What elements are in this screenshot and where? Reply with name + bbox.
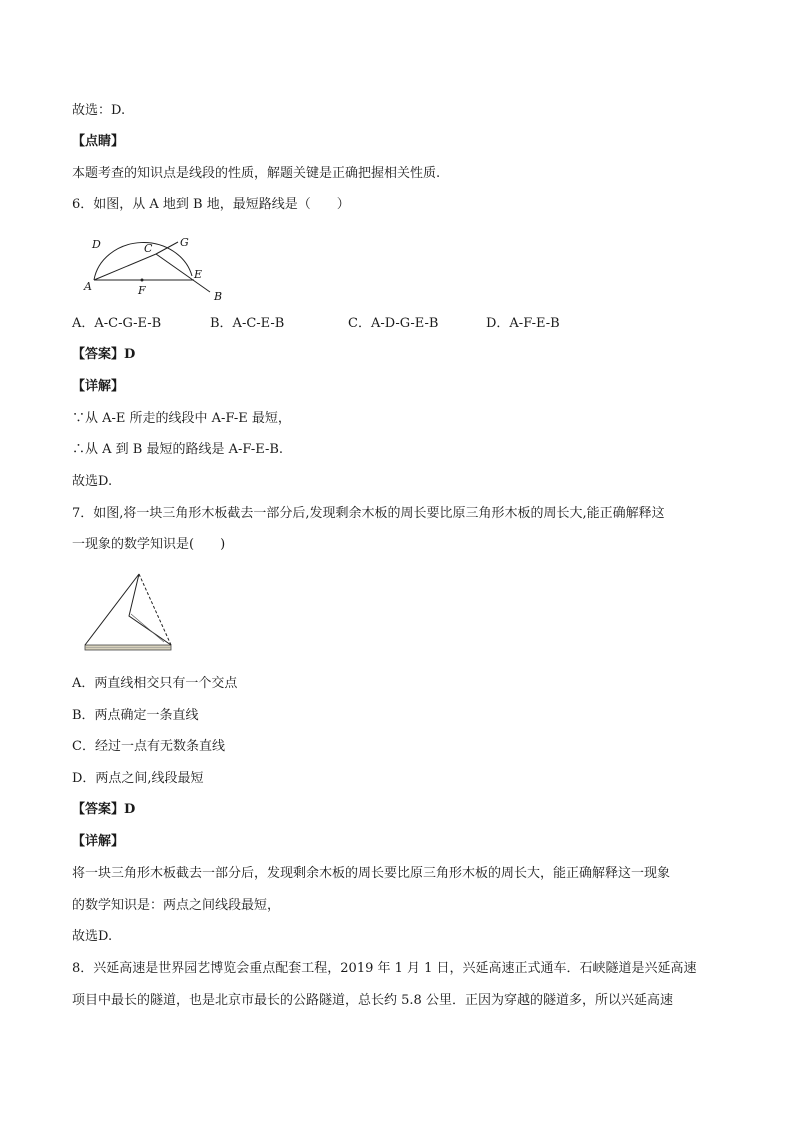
- figure-q7: [84, 570, 174, 656]
- q7-option-a: A．两直线相交只有一个交点: [72, 676, 238, 691]
- label-G: G: [180, 236, 189, 249]
- q6-option-c: C．A-D-G-E-B: [348, 316, 439, 331]
- text-line: 一现象的数学知识是( ): [72, 537, 226, 552]
- label-D: D: [92, 238, 101, 251]
- detail-heading: 【详解】: [72, 379, 125, 394]
- question-8: 8．兴延高速是世界园艺博览会重点配套工程，2019 年 1 月 1 日，兴延高速正式通车．石峡隧道是兴延高速: [72, 961, 697, 976]
- q7-option-c: C．经过一点有无数条直线: [72, 739, 225, 754]
- label-F: F: [138, 284, 146, 297]
- text-line: 的数学知识是：两点之间线段最短，: [72, 898, 281, 913]
- text-line: ∵从 A-E 所走的线段中 A-F-E 最短，: [72, 411, 291, 426]
- label-A: A: [84, 280, 92, 293]
- text-line: 故选D.: [72, 474, 113, 489]
- question-6: 6．如图，从 A 地到 B 地，最短路线是（ ）: [72, 197, 350, 212]
- point-F: [141, 279, 144, 282]
- text-line: 故选D.: [72, 929, 113, 944]
- answer-heading: 【答案】D: [72, 347, 136, 362]
- text-line: 本题考查的知识点是线段的性质，解题关键是正确把握相关性质.: [72, 166, 441, 181]
- q6-option-d: D．A-F-E-B: [486, 316, 560, 331]
- question-7: 7．如图,将一块三角形木板截去一部分后,发现剩余木板的周长要比原三角形木板的周长大,能正确解释这: [72, 506, 665, 521]
- label-B: B: [214, 290, 223, 303]
- section-heading: 【点睛】: [72, 134, 125, 149]
- label-E: E: [194, 268, 203, 281]
- figure-q6: [82, 232, 232, 304]
- label-C: C: [144, 242, 153, 255]
- q6-option-b: B．A-C-E-B: [210, 316, 285, 331]
- answer-heading: 【答案】D: [72, 802, 136, 817]
- remaining-board-outline: [85, 574, 171, 645]
- q7-option-d: D．两点之间,线段最短: [72, 771, 204, 786]
- text-line: 将一块三角形木板截去一部分后，发现剩余木板的周长要比原三角形木板的周长大，能正确解释这一现象: [72, 866, 671, 881]
- text-line: 项目中最长的隧道，也是北京市最长的公路隧道，总长约 5.8 公里．正因为穿越的隧道多，所以兴延高速: [72, 993, 673, 1008]
- q7-option-b: B．两点确定一条直线: [72, 708, 199, 723]
- segment-ACGB: [94, 254, 156, 280]
- detail-heading: 【详解】: [72, 834, 125, 849]
- text-line: 故选：D.: [72, 103, 126, 118]
- text-line: ∴从 A 到 B 最短的路线是 A-F-E-B.: [72, 442, 284, 457]
- q6-option-a: A．A-C-G-E-B: [72, 316, 162, 331]
